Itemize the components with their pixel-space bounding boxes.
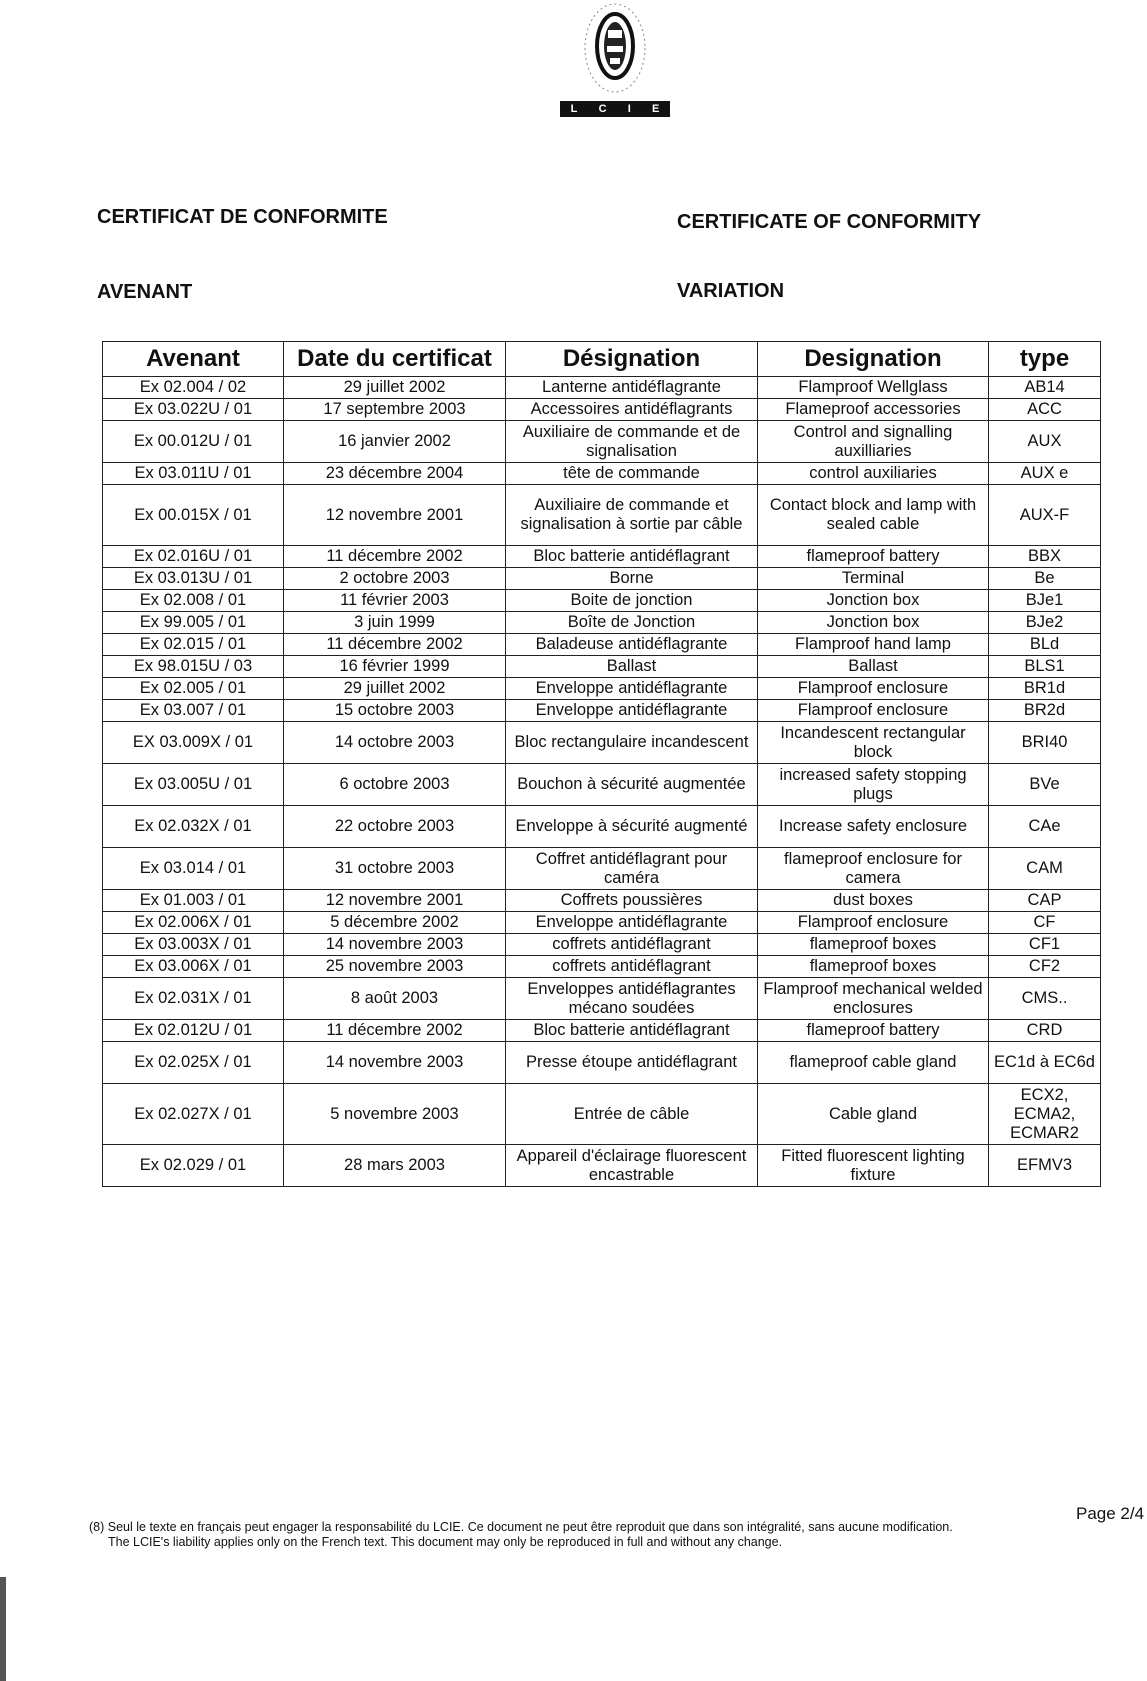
cell-date: 29 juillet 2002 xyxy=(284,377,506,399)
cell-designation-en: Increase safety enclosure xyxy=(758,806,989,848)
table-header-row xyxy=(103,342,1101,377)
col-header-type: type xyxy=(989,342,1101,377)
cell-designation-en: flameproof battery xyxy=(758,546,989,568)
cell-type: BR1d xyxy=(989,678,1101,700)
cell-type: CMS.. xyxy=(989,978,1101,1020)
cell-avenant: Ex 98.015U / 03 xyxy=(103,656,284,678)
cell-designation-en: Flamproof enclosure xyxy=(758,700,989,722)
cell-designation-en: flameproof boxes xyxy=(758,934,989,956)
cell-avenant: Ex 03.022U / 01 xyxy=(103,399,284,421)
cell-designation-en: increased safety stopping plugs xyxy=(758,764,989,806)
subtitle-en: VARIATION xyxy=(677,280,785,302)
cell-date: 15 octobre 2003 xyxy=(284,700,506,722)
cell-avenant: Ex 03.014 / 01 xyxy=(103,848,284,890)
cell-designation-fr: Accessoires antidéflagrants xyxy=(506,399,758,421)
cell-avenant: Ex 02.027X / 01 xyxy=(103,1084,284,1145)
cell-avenant: Ex 03.006X / 01 xyxy=(103,956,284,978)
table-row xyxy=(103,1042,1101,1084)
title-en: CERTIFICATE OF CONFORMITY xyxy=(677,211,982,233)
table-row xyxy=(103,890,1101,912)
table-row xyxy=(103,546,1101,568)
table-row xyxy=(103,656,1101,678)
cell-type: CAM xyxy=(989,848,1101,890)
cell-avenant: Ex 02.012U / 01 xyxy=(103,1020,284,1042)
cell-date: 8 août 2003 xyxy=(284,978,506,1020)
cell-designation-en: flameproof battery xyxy=(758,1020,989,1042)
cell-avenant: Ex 03.003X / 01 xyxy=(103,934,284,956)
col-header-designation-fr: Désignation xyxy=(506,342,758,377)
table-row xyxy=(103,934,1101,956)
cell-designation-fr: Bloc batterie antidéflagrant xyxy=(506,1020,758,1042)
cell-date: 12 novembre 2001 xyxy=(284,890,506,912)
table-row xyxy=(103,978,1101,1020)
cell-date: 23 décembre 2004 xyxy=(284,463,506,485)
cell-date: 14 novembre 2003 xyxy=(284,934,506,956)
cell-date: 16 janvier 2002 xyxy=(284,421,506,463)
scan-edge-mark xyxy=(0,1577,6,1681)
cell-designation-fr: Enveloppes antidéflagrantes mécano soudées xyxy=(506,978,758,1020)
table-row xyxy=(103,377,1101,399)
cell-type: AUX e xyxy=(989,463,1101,485)
table-row xyxy=(103,956,1101,978)
cell-date: 25 novembre 2003 xyxy=(284,956,506,978)
cell-avenant: Ex 02.025X / 01 xyxy=(103,1042,284,1084)
cell-avenant: Ex 02.008 / 01 xyxy=(103,590,284,612)
cell-designation-fr: Enveloppe à sécurité augmenté xyxy=(506,806,758,848)
cell-date: 3 juin 1999 xyxy=(284,612,506,634)
cell-date: 22 octobre 2003 xyxy=(284,806,506,848)
table-row xyxy=(103,568,1101,590)
cell-avenant: Ex 99.005 / 01 xyxy=(103,612,284,634)
cell-designation-en: Jonction box xyxy=(758,590,989,612)
logo-letter: C xyxy=(598,103,607,115)
title-fr: CERTIFICAT DE CONFORMITE xyxy=(97,206,388,228)
subtitle-fr: AVENANT xyxy=(97,281,193,303)
cell-avenant: Ex 02.015 / 01 xyxy=(103,634,284,656)
cell-avenant: Ex 02.004 / 02 xyxy=(103,377,284,399)
cell-type: CF1 xyxy=(989,934,1101,956)
cell-designation-en: Flamproof Wellglass xyxy=(758,377,989,399)
cell-type: AB14 xyxy=(989,377,1101,399)
cell-date: 12 novembre 2001 xyxy=(284,485,506,546)
cell-designation-fr: coffrets antidéflagrant xyxy=(506,934,758,956)
cell-designation-en: Flamproof enclosure xyxy=(758,912,989,934)
cell-avenant: Ex 02.006X / 01 xyxy=(103,912,284,934)
cell-avenant: Ex 03.011U / 01 xyxy=(103,463,284,485)
cell-designation-fr: Ballast xyxy=(506,656,758,678)
logo-letter: L xyxy=(570,103,578,115)
cell-date: 6 octobre 2003 xyxy=(284,764,506,806)
cell-designation-fr: Auxiliaire de commande et signalisation à sortie par câble xyxy=(506,485,758,546)
cell-designation-fr: Baladeuse antidéflagrante xyxy=(506,634,758,656)
cell-avenant: Ex 03.007 / 01 xyxy=(103,700,284,722)
table-row xyxy=(103,612,1101,634)
table-row xyxy=(103,806,1101,848)
cell-type: AUX xyxy=(989,421,1101,463)
cell-type: EC1d à EC6d xyxy=(989,1042,1101,1084)
cell-designation-fr: Entrée de câble xyxy=(506,1084,758,1145)
cell-designation-en: flameproof enclosure for camera xyxy=(758,848,989,890)
cell-type: BRI40 xyxy=(989,722,1101,764)
lcie-logo-bar xyxy=(560,101,670,117)
cell-designation-fr: Bloc rectangulaire incandescent xyxy=(506,722,758,764)
cell-date: 28 mars 2003 xyxy=(284,1145,506,1187)
cell-avenant: Ex 01.003 / 01 xyxy=(103,890,284,912)
footnote-en: The LCIE's liability applies only on the French text. This document may only be reproduced in full and without any change. xyxy=(108,1535,783,1549)
footnote-fr: (8) Seul le texte en français peut engager la responsabilité du LCIE. Ce document ne peut être reproduit que dans son intégralité, sans aucune modification. xyxy=(89,1520,953,1534)
cell-designation-fr: Bouchon à sécurité augmentée xyxy=(506,764,758,806)
cell-designation-en: flameproof cable gland xyxy=(758,1042,989,1084)
cell-avenant: Ex 02.031X / 01 xyxy=(103,978,284,1020)
cell-date: 11 décembre 2002 xyxy=(284,634,506,656)
cell-type: CF2 xyxy=(989,956,1101,978)
cell-type: ECX2, ECMA2, ECMAR2 xyxy=(989,1084,1101,1145)
cell-avenant: Ex 00.015X / 01 xyxy=(103,485,284,546)
cell-designation-fr: Appareil d'éclairage fluorescent encastrable xyxy=(506,1145,758,1187)
cell-avenant: Ex 03.013U / 01 xyxy=(103,568,284,590)
col-header-designation-en: Designation xyxy=(758,342,989,377)
cell-type: BR2d xyxy=(989,700,1101,722)
table-row xyxy=(103,1020,1101,1042)
cell-designation-en: Incandescent rectangular block xyxy=(758,722,989,764)
table-row xyxy=(103,700,1101,722)
cell-designation-en: Flamproof hand lamp xyxy=(758,634,989,656)
variation-table xyxy=(102,341,1101,1187)
cell-designation-en: Terminal xyxy=(758,568,989,590)
cell-type: CRD xyxy=(989,1020,1101,1042)
table-row xyxy=(103,722,1101,764)
cell-designation-fr: Boite de jonction xyxy=(506,590,758,612)
cell-type: CF xyxy=(989,912,1101,934)
table-row xyxy=(103,848,1101,890)
cell-designation-en: Fitted fluorescent lighting fixture xyxy=(758,1145,989,1187)
cell-designation-fr: Enveloppe antidéflagrante xyxy=(506,912,758,934)
table-row xyxy=(103,1084,1101,1145)
table-row xyxy=(103,634,1101,656)
cell-avenant: Ex 02.005 / 01 xyxy=(103,678,284,700)
cell-designation-en: control auxiliaries xyxy=(758,463,989,485)
table-row xyxy=(103,485,1101,546)
cell-designation-en: Cable gland xyxy=(758,1084,989,1145)
cell-type: BJe1 xyxy=(989,590,1101,612)
logo-letter: E xyxy=(652,103,660,115)
cell-date: 5 décembre 2002 xyxy=(284,912,506,934)
table-row xyxy=(103,764,1101,806)
cell-date: 5 novembre 2003 xyxy=(284,1084,506,1145)
cell-designation-en: dust boxes xyxy=(758,890,989,912)
col-header-avenant: Avenant xyxy=(103,342,284,377)
table-row xyxy=(103,678,1101,700)
cell-designation-fr: Enveloppe antidéflagrante xyxy=(506,700,758,722)
cell-designation-fr: Boîte de Jonction xyxy=(506,612,758,634)
cell-type: Be xyxy=(989,568,1101,590)
cell-date: 14 octobre 2003 xyxy=(284,722,506,764)
cell-designation-fr: Borne xyxy=(506,568,758,590)
cell-designation-en: Flameproof accessories xyxy=(758,399,989,421)
cell-designation-en: Flamproof enclosure xyxy=(758,678,989,700)
cell-designation-en: flameproof boxes xyxy=(758,956,989,978)
cell-date: 11 février 2003 xyxy=(284,590,506,612)
table-row xyxy=(103,463,1101,485)
cell-type: BLS1 xyxy=(989,656,1101,678)
cell-type: CAe xyxy=(989,806,1101,848)
cell-type: BLd xyxy=(989,634,1101,656)
col-header-date: Date du certificat xyxy=(284,342,506,377)
table-row xyxy=(103,421,1101,463)
cell-avenant: Ex 02.016U / 01 xyxy=(103,546,284,568)
cell-type: AUX-F xyxy=(989,485,1101,546)
cell-designation-en: Jonction box xyxy=(758,612,989,634)
table-row xyxy=(103,590,1101,612)
cell-type: CAP xyxy=(989,890,1101,912)
cell-designation-en: Flamproof mechanical welded enclosures xyxy=(758,978,989,1020)
cell-date: 31 octobre 2003 xyxy=(284,848,506,890)
cell-designation-fr: Coffret antidéflagrant pour caméra xyxy=(506,848,758,890)
cell-designation-fr: tête de commande xyxy=(506,463,758,485)
cell-type: BJe2 xyxy=(989,612,1101,634)
footnote xyxy=(89,1520,953,1550)
cell-type: ACC xyxy=(989,399,1101,421)
cell-type: BBX xyxy=(989,546,1101,568)
cell-designation-en: Contact block and lamp with sealed cable xyxy=(758,485,989,546)
cell-designation-fr: Coffrets poussières xyxy=(506,890,758,912)
cell-designation-fr: Enveloppe antidéflagrante xyxy=(506,678,758,700)
logo-letter: I xyxy=(627,103,631,115)
cell-avenant: Ex 02.029 / 01 xyxy=(103,1145,284,1187)
cell-type: BVe xyxy=(989,764,1101,806)
cell-date: 2 octobre 2003 xyxy=(284,568,506,590)
cell-date: 29 juillet 2002 xyxy=(284,678,506,700)
cell-designation-fr: coffrets antidéflagrant xyxy=(506,956,758,978)
cell-date: 11 décembre 2002 xyxy=(284,1020,506,1042)
table-row xyxy=(103,1145,1101,1187)
cell-date: 17 septembre 2003 xyxy=(284,399,506,421)
cell-designation-fr: Bloc batterie antidéflagrant xyxy=(506,546,758,568)
cell-designation-fr: Auxiliaire de commande et de signalisation xyxy=(506,421,758,463)
cell-date: 16 février 1999 xyxy=(284,656,506,678)
page-number: Page 2/4 xyxy=(1076,1504,1145,1523)
cell-designation-en: Ballast xyxy=(758,656,989,678)
cell-designation-fr: Presse étoupe antidéflagrant xyxy=(506,1042,758,1084)
cell-avenant: Ex 02.032X / 01 xyxy=(103,806,284,848)
cell-avenant: Ex 03.005U / 01 xyxy=(103,764,284,806)
cell-date: 11 décembre 2002 xyxy=(284,546,506,568)
cell-avenant: EX 03.009X / 01 xyxy=(103,722,284,764)
cell-date: 14 novembre 2003 xyxy=(284,1042,506,1084)
table-body xyxy=(103,377,1101,1187)
cell-designation-en: Control and signalling auxilliaries xyxy=(758,421,989,463)
table-row xyxy=(103,399,1101,421)
cell-type: EFMV3 xyxy=(989,1145,1101,1187)
cell-avenant: Ex 00.012U / 01 xyxy=(103,421,284,463)
table-row xyxy=(103,912,1101,934)
cell-designation-fr: Lanterne antidéflagrante xyxy=(506,377,758,399)
